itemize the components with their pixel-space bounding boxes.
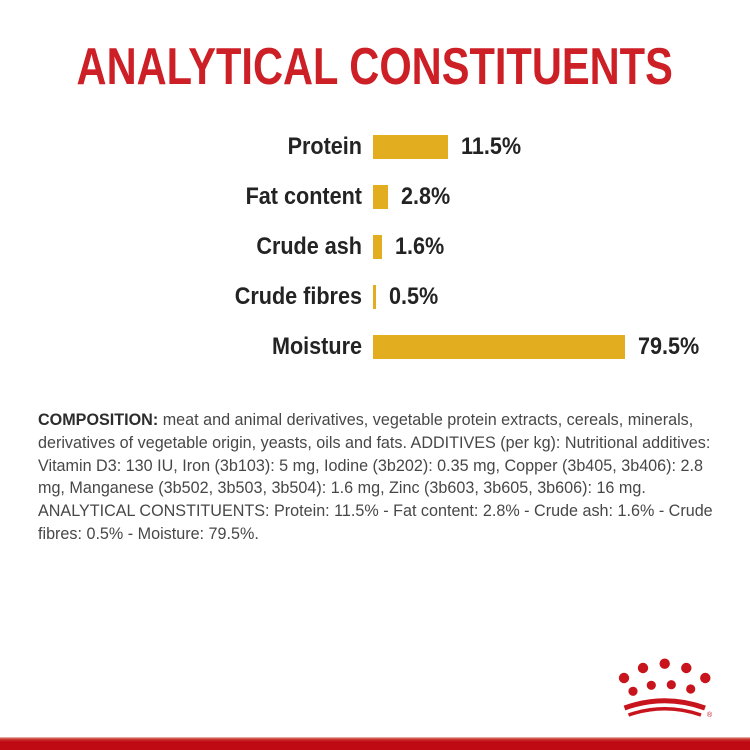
registered-trademark-mark: ®: [707, 712, 713, 719]
page-title: [0, 40, 750, 94]
bar-row-label: Crude fibres: [234, 283, 362, 310]
footer-red-bar: [0, 737, 750, 750]
bar-row-value: 1.6%: [395, 233, 445, 260]
royal-canin-crown-logo: [616, 648, 718, 722]
bar-row-bar: [373, 185, 388, 209]
page-title-text: ANALYTICAL CONSTITUENTS: [76, 38, 674, 96]
bar-row-value: 0.5%: [389, 283, 439, 310]
bar-chart-row: [0, 172, 750, 222]
bar-row-value: 79.5%: [638, 333, 700, 360]
bar-row-bar: [373, 235, 382, 259]
bar-row-bar: [373, 135, 448, 159]
bar-row-value: 2.8%: [401, 183, 451, 210]
bar-chart: [0, 122, 750, 372]
composition-body: meat and animal derivatives, vegetable protein extracts, cereals, minerals, derivatives of vegetable origin, yeasts, oils and fats. ADDITIVES (per kg): Nutritional additives: Vitamin D3: 130 IU, Iron (3b103): 5 mg, Iodine (3b202): 0.35 mg, Copper (3b405, 3b406): 2.8 mg, Manganese (3b502, 3b503, 3b504): 1.6 mg, Zinc (3b603, 3b605, 3b606): 16 mg. ANALYTICAL CONSTITUENTS: Protein: 11.5% - Fat content: 2.8% - Crude ash: 1.6% - Crude fibres: 0.5% - Moisture: 79.5%.: [38, 410, 713, 543]
bar-row-label: Protein: [287, 133, 362, 160]
bar-row-bar: [373, 335, 625, 359]
bar-row-label: Crude ash: [256, 233, 362, 260]
bar-row-value: 11.5%: [461, 133, 522, 160]
bar-chart-row: [0, 222, 750, 272]
bar-row-label: Moisture: [271, 333, 362, 360]
bar-chart-row: [0, 322, 750, 372]
bar-row-bar: [373, 285, 376, 309]
bar-row-label: Fat content: [245, 183, 362, 210]
bar-chart-row: [0, 122, 750, 172]
composition-text: [38, 409, 714, 546]
composition-label: COMPOSITION:: [38, 410, 159, 429]
bar-chart-row: [0, 272, 750, 322]
